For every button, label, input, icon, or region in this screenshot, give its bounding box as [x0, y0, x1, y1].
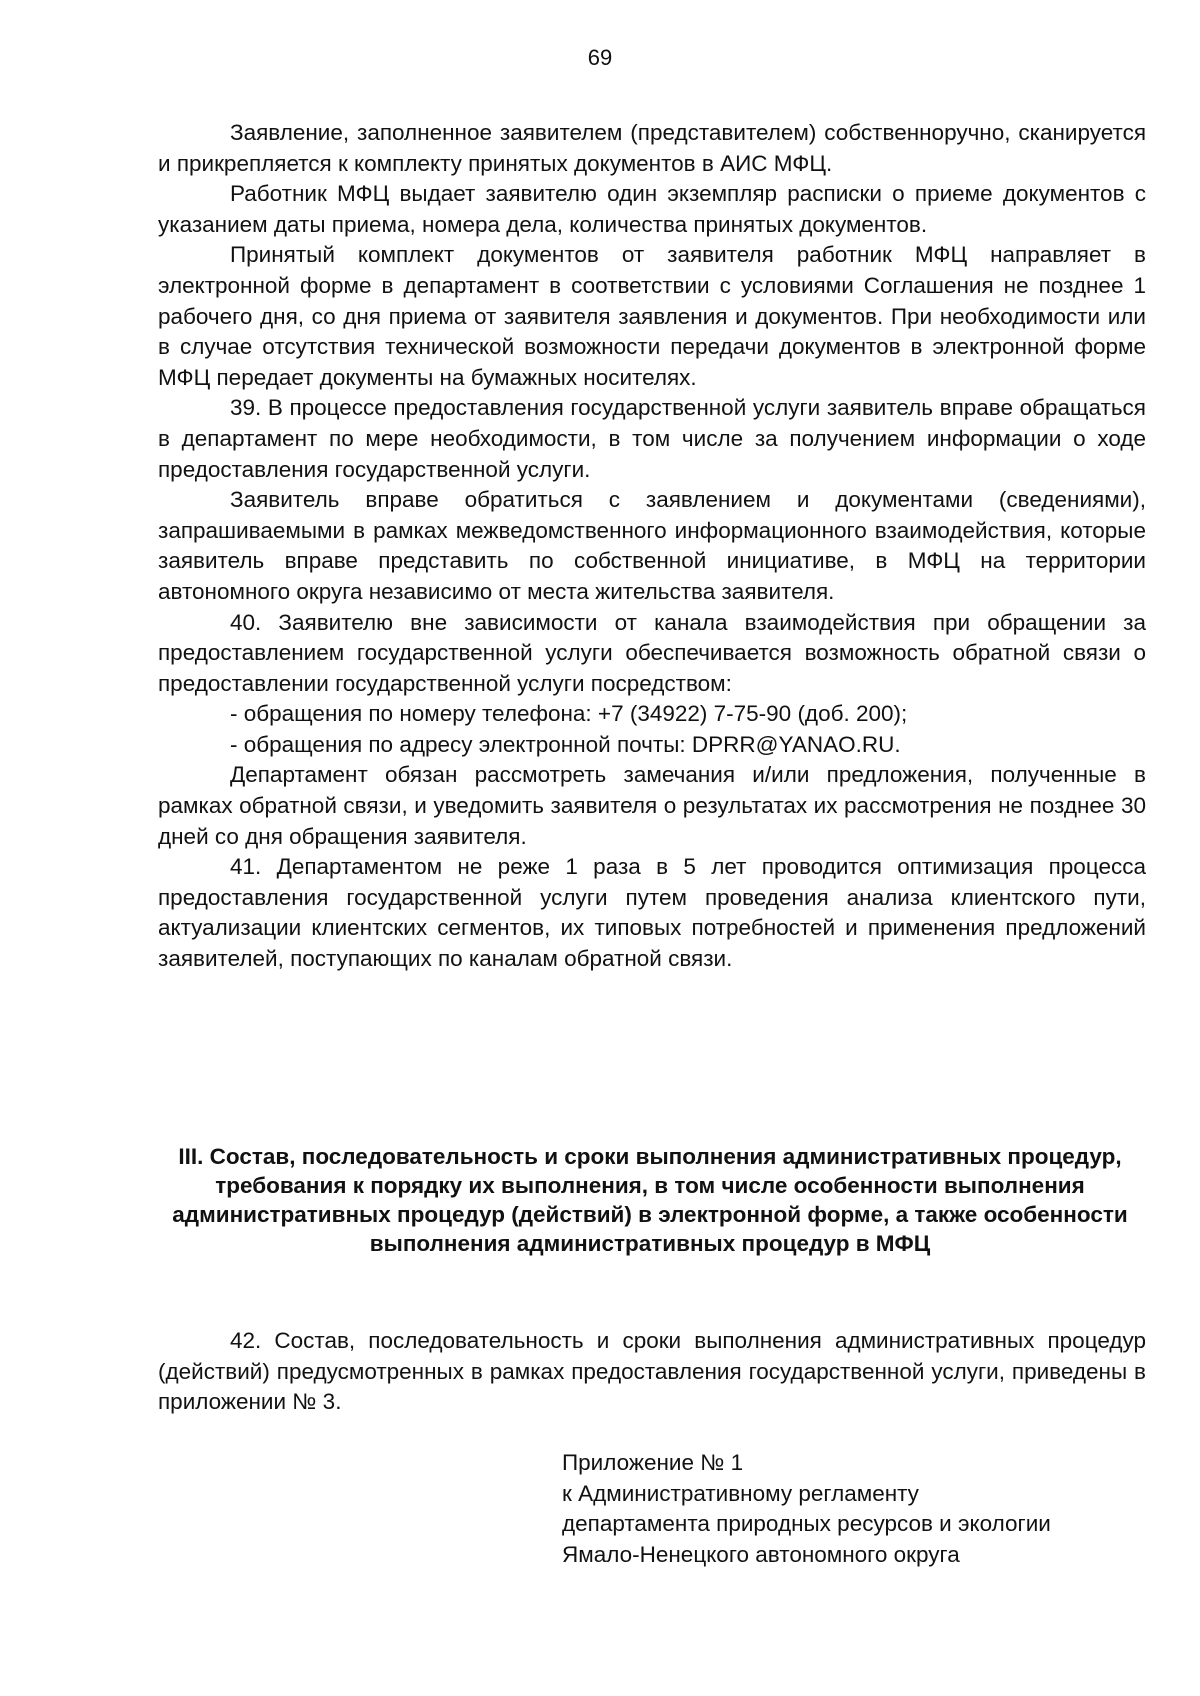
appendix-title: Приложение № 1	[562, 1450, 744, 1475]
paragraph-department-obligation: Департамент обязан рассмотреть замечания и/или предложения, полученные в рамках обратной связи, и уведомить заявителя о результатах их рассмотрения не позднее 30 дней со дня обращения заявителя.	[158, 762, 1146, 849]
section-title: III. Состав, последовательность и сроки выполнения административных процедур, требования к порядку их выполнения, в том числе особенности выполнения административных процедур (действий) в электронной форме, а также особенности выполнения административных процедур в МФЦ	[172, 1144, 1128, 1256]
paragraph-receipt: Работник МФЦ выдает заявителю один экземпляр расписки о приеме документов с указанием даты приема, номера дела, количества принятых документов.	[158, 181, 1146, 237]
paragraph-email-contact: - обращения по адресу электронной почты: DPRR@YANAO.RU.	[230, 731, 901, 757]
appendix-department: департамента природных ресурсов и экологии	[562, 1511, 1051, 1536]
paragraph-scan-application: Заявление, заполненное заявителем (представителем) собственноручно, сканируется и прикрепляется к комплекту принятых документов в АИС МФЦ.	[158, 120, 1146, 176]
appendix-reference: к Административному регламенту	[562, 1480, 919, 1506]
document-body	[158, 118, 1146, 975]
paragraph-40: 40. Заявителю вне зависимости от канала взаимодействия при обращении за предоставлением государственной услуги обеспечивается возможность обратной связи о предоставлении государственной услуги посредством:	[158, 609, 1146, 696]
paragraph-applicant-rights: Заявитель вправе обратиться с заявлением и документами (сведениями), запрашиваемыми в рамках межведомственного информационного взаимодействия, которые заявитель вправе представить по собственной инициативе, в МФЦ на территории автономного округа независимо от места жительства заявителя.	[158, 487, 1146, 604]
paragraph-39: 39. В процессе предоставления государственной услуги заявитель вправе обращаться в департамент по мере необходимости, в том числе за получением информации о ходе предоставления государственной услуги.	[158, 395, 1146, 482]
appendix-header	[562, 1448, 1162, 1570]
paragraph-42: 42. Состав, последовательность и сроки выполнения административных процедур (действий) предусмотренных в рамках предоставления государственной услуги, приведены в приложении № 3.	[158, 1328, 1146, 1415]
appendix-region: Ямало-Ненецкого автономного округа	[562, 1541, 960, 1567]
paragraph-41: 41. Департаментом не реже 1 раза в 5 лет проводится оптимизация процесса предоставления государственной услуги путем проведения анализа клиентского пути, актуализации клиентских сегментов, их типовых потребностей и применения предложений заявителей, поступающих по каналам обратной связи.	[158, 854, 1146, 972]
page-number: 69	[587, 45, 613, 70]
paragraph-document-transfer: Принятый комплект документов от заявителя работник МФЦ направляет в электронной форме в департамент в соответствии с условиями Соглашения не позднее 1 рабочего дня, со дня приема от заявителя заявления и документов. При необходимости или в случае отсутствия технической возможности передачи документов в электронной форме МФЦ передает документы на бумажных носителях.	[158, 242, 1146, 390]
document-body-continued	[158, 1326, 1146, 1418]
paragraph-phone-contact: - обращения по номеру телефона: +7 (34922) 7-75-90 (доб. 200);	[230, 701, 908, 727]
